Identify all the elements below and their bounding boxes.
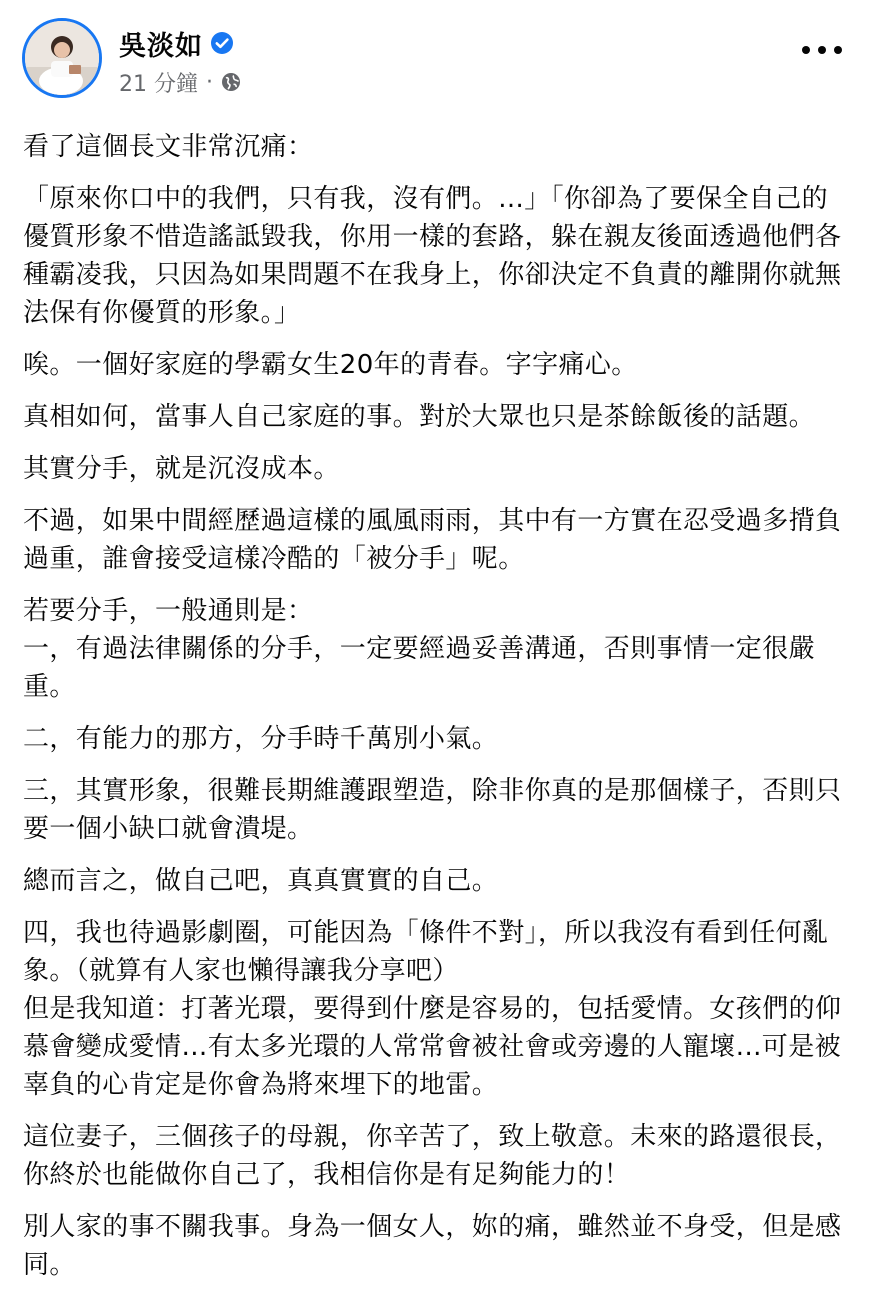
post-paragraph: 真相如何，當事人自己家庭的事。對於大眾也只是茶餘飯後的話題。 — [23, 402, 816, 432]
post-paragraph: 別人家的事不關我事。身為一個女人，妳的痛，雖然並不身受，但是感同。 — [23, 1212, 842, 1280]
post-header — [22, 18, 848, 100]
post-paragraph: 若要分手，一般通則是： 一，有過法律關係的分手，一定要經過妥善溝通，否則事情一定很嚴重。 — [23, 596, 816, 702]
author-name[interactable]: 吳淡如 — [119, 30, 203, 62]
post-paragraph: 四，我也待過影劇圈，可能因為「條件不對」，所以我沒有看到任何亂象。（就算有人家也懶得讓我分享吧） 但是我知道：打著光環，要得到什麼是容易的，包括愛情。女孩們的仰慕會變成愛情…有太多光環的人常常會被社會或旁邊的人寵壞...可是被辜負的心肯定是你會為將來埋下的地雷。 — [23, 918, 842, 1100]
post-paragraph: 總而言之，做自己吧，真真實實的自己。 — [23, 866, 499, 896]
more-dot — [818, 46, 826, 54]
post-paragraph: 其實分手，就是沉沒成本。 — [23, 454, 340, 484]
more-dot — [802, 46, 810, 54]
post-body — [23, 128, 843, 1298]
post-timestamp[interactable]: 21 分鐘 — [119, 71, 198, 97]
more-dot — [834, 46, 842, 54]
post-paragraph: 看了這個長文非常沉痛： — [23, 132, 314, 162]
post-paragraph: 唉。一個好家庭的學霸女生20年的青春。字字痛心。 — [23, 350, 638, 380]
globe-icon[interactable] — [221, 72, 241, 92]
post-paragraph: 這位妻子，三個孩子的母親，你辛苦了，致上敬意。未來的路還很長，你終於也能做你自己了，我相信你是有足夠能力的！ — [23, 1122, 842, 1190]
meta-separator: · — [206, 69, 213, 95]
post-meta — [119, 68, 241, 96]
avatar-photo — [25, 21, 99, 95]
more-options-icon[interactable] — [802, 40, 842, 60]
post-paragraph: 二，有能力的那方，分手時千萬別小氣。 — [23, 724, 499, 754]
verified-badge-icon — [210, 31, 234, 55]
author-line — [119, 26, 234, 60]
post-paragraph: 「原來你口中的我們，只有我，沒有們。...」「你卻為了要保全自己的優質形象不惜造謠詆毀我，你用一樣的套路，躲在親友後面透過他們各種霸凌我，只因為如果問題不在我身上，你卻決定不負責的離開你就無法保有你優質的形象。」 — [23, 184, 842, 328]
post-paragraph: 三，其實形象，很難長期維護跟塑造，除非你真的是那個樣子，否則只要一個小缺口就會潰堤。 — [23, 776, 842, 844]
avatar[interactable] — [22, 18, 102, 98]
post-paragraph: 不過，如果中間經歷過這樣的風風雨雨，其中有一方實在忍受過多揹負過重，誰會接受這樣冷酷的「被分手」呢。 — [23, 506, 842, 574]
